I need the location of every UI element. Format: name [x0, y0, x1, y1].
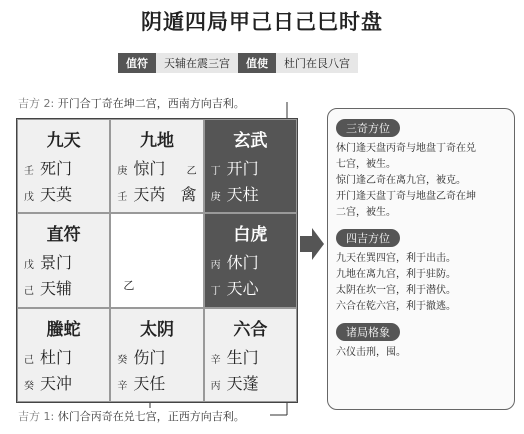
- palace-god: 太阴: [139, 319, 174, 340]
- zhifu-label: 值符: [118, 53, 156, 73]
- door: 死门: [40, 159, 73, 178]
- sec1-line: 开门逢天盘丁奇与地盘乙奇在坤: [336, 191, 476, 202]
- stem: 辛: [210, 354, 221, 366]
- stem: 癸: [117, 354, 128, 366]
- stem: 癸: [24, 380, 34, 392]
- star-right: 禽: [180, 185, 197, 204]
- stem: 辛: [117, 380, 128, 392]
- section-title-geju: 诸局格象: [336, 323, 400, 341]
- sec2-line: 九地在离九宫，利于驻防。: [336, 269, 456, 280]
- sec1-line: 二宫，被生。: [336, 207, 396, 218]
- palace-xun: [17, 119, 110, 213]
- palace-god: 九天: [46, 131, 81, 151]
- sec2-line: 九天在巽四宫，利于出击。: [336, 253, 456, 264]
- palace-god: 六合: [233, 319, 268, 340]
- zhifu-value: 天辅在震三宫: [156, 53, 238, 73]
- sec1-line: 惊门逢乙奇在离九宫，被克。: [336, 175, 466, 186]
- star: 天柱: [226, 185, 259, 204]
- top-note-text: 开门合丁奇在坤二宫，西南方向吉利。: [57, 97, 245, 110]
- door: 杜门: [40, 347, 73, 367]
- star: 天蓬: [226, 373, 259, 393]
- bottom-note-text: 休门合丙奇在兑七宫，正西方向吉利。: [57, 410, 245, 423]
- top-note-label: 吉方 2:: [18, 97, 55, 110]
- stem: 丁: [210, 166, 221, 177]
- palace-dui: [204, 213, 297, 307]
- door: 伤门: [133, 347, 166, 367]
- palace-god: 白虎: [233, 225, 268, 246]
- stem: 己: [24, 354, 34, 366]
- palace-god: 螣蛇: [46, 319, 81, 340]
- sec2-line: 太阴在坎一宫，利于潜伏。: [336, 285, 456, 296]
- palace-grid: [16, 118, 298, 403]
- sec1-line: 休门逢天盘丙奇与地盘丁奇在兑: [336, 143, 476, 154]
- star: 天冲: [40, 373, 73, 393]
- stem: 壬: [24, 166, 34, 177]
- door: 生门: [226, 347, 259, 367]
- sec2-line: 六合在乾六宫，利于撤逃。: [336, 301, 456, 312]
- stem: 丁: [210, 286, 221, 298]
- stem: 丙: [210, 260, 221, 272]
- stem-right: 乙: [186, 166, 197, 177]
- door: 休门: [226, 253, 259, 273]
- palace-god: 直符: [46, 225, 81, 246]
- door: 景门: [40, 253, 73, 273]
- stem: 己: [24, 286, 34, 298]
- stem: 戊: [24, 260, 34, 272]
- sec1-line: 七宫，被生。: [336, 159, 396, 170]
- chart-title: 阴遁四局甲己日己巳时盘: [141, 10, 383, 34]
- palace-zhen: [17, 213, 110, 307]
- door: 惊门: [133, 159, 166, 178]
- stem: 庚: [117, 166, 128, 177]
- door: 开门: [226, 159, 259, 178]
- section-title-siji: 四吉方位: [336, 229, 400, 247]
- arrow-icon: [300, 228, 324, 260]
- palace-kan: [110, 308, 203, 402]
- stem: 壬: [117, 192, 128, 203]
- center-stem: 乙: [123, 278, 135, 292]
- stem: 丙: [210, 380, 221, 392]
- palace-center: [110, 213, 203, 307]
- stem: 戊: [24, 192, 34, 203]
- star: 天英: [40, 185, 73, 204]
- palace-god: 九地: [139, 131, 174, 151]
- palace-qian: [204, 308, 297, 402]
- bottom-note: [18, 408, 245, 424]
- section-title-sanqi: 三奇方位: [336, 119, 400, 137]
- star: 天心: [226, 279, 259, 299]
- palace-gen: [17, 308, 110, 402]
- analysis-panel: [327, 108, 515, 410]
- palace-li: [110, 119, 203, 213]
- star: 天辅: [40, 279, 73, 299]
- star: 天任: [133, 373, 166, 393]
- palace-kun: [204, 119, 297, 213]
- zhishi-value: 杜门在艮八宫: [276, 53, 358, 73]
- star: 天芮: [133, 185, 166, 204]
- bottom-note-label: 吉方 1:: [18, 410, 55, 423]
- stem: 庚: [210, 192, 221, 203]
- palace-god: 玄武: [233, 131, 268, 151]
- sec3-line: 六仪击刑，囤。: [336, 347, 406, 358]
- zhishi-label: 值使: [238, 53, 276, 73]
